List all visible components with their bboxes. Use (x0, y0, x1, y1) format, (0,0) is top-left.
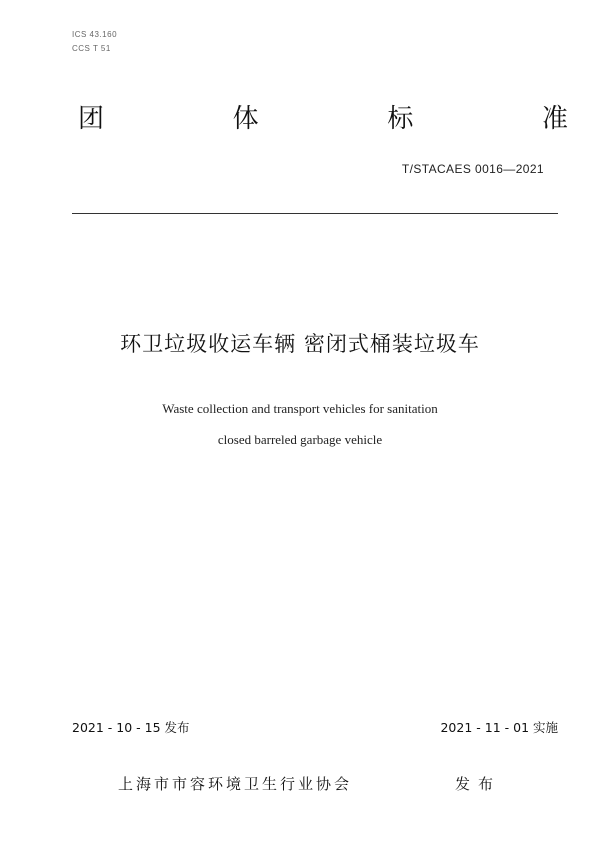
standard-number: T/STACAES 0016—2021 (401, 162, 544, 176)
issue-date: 2021 - 10 - 15 发布 (72, 720, 190, 735)
document-title-english-line2: closed barreled garbage vehicle (217, 432, 383, 447)
standard-type-char: 准 (541, 104, 568, 134)
standard-type-char: 体 (232, 104, 259, 134)
ics-code: ICS 43.160 (72, 30, 118, 39)
standard-type-char: 团 (78, 104, 105, 134)
implementation-date: 2021 - 11 - 01 实施 (440, 720, 558, 735)
publisher-name: 上海市市容环境卫生行业协会 (118, 775, 353, 793)
standard-type-title (78, 98, 568, 135)
standard-type-char: 标 (387, 104, 414, 134)
document-title-chinese: 环卫垃圾收运车辆 密闭式桶装垃圾车 (120, 332, 480, 356)
ccs-code: CCS T 51 (72, 44, 111, 53)
publish-label: 发布 (455, 775, 502, 793)
header-divider (72, 213, 558, 214)
document-title-english-line1: Waste collection and transport vehicles for sanitation (162, 401, 438, 416)
